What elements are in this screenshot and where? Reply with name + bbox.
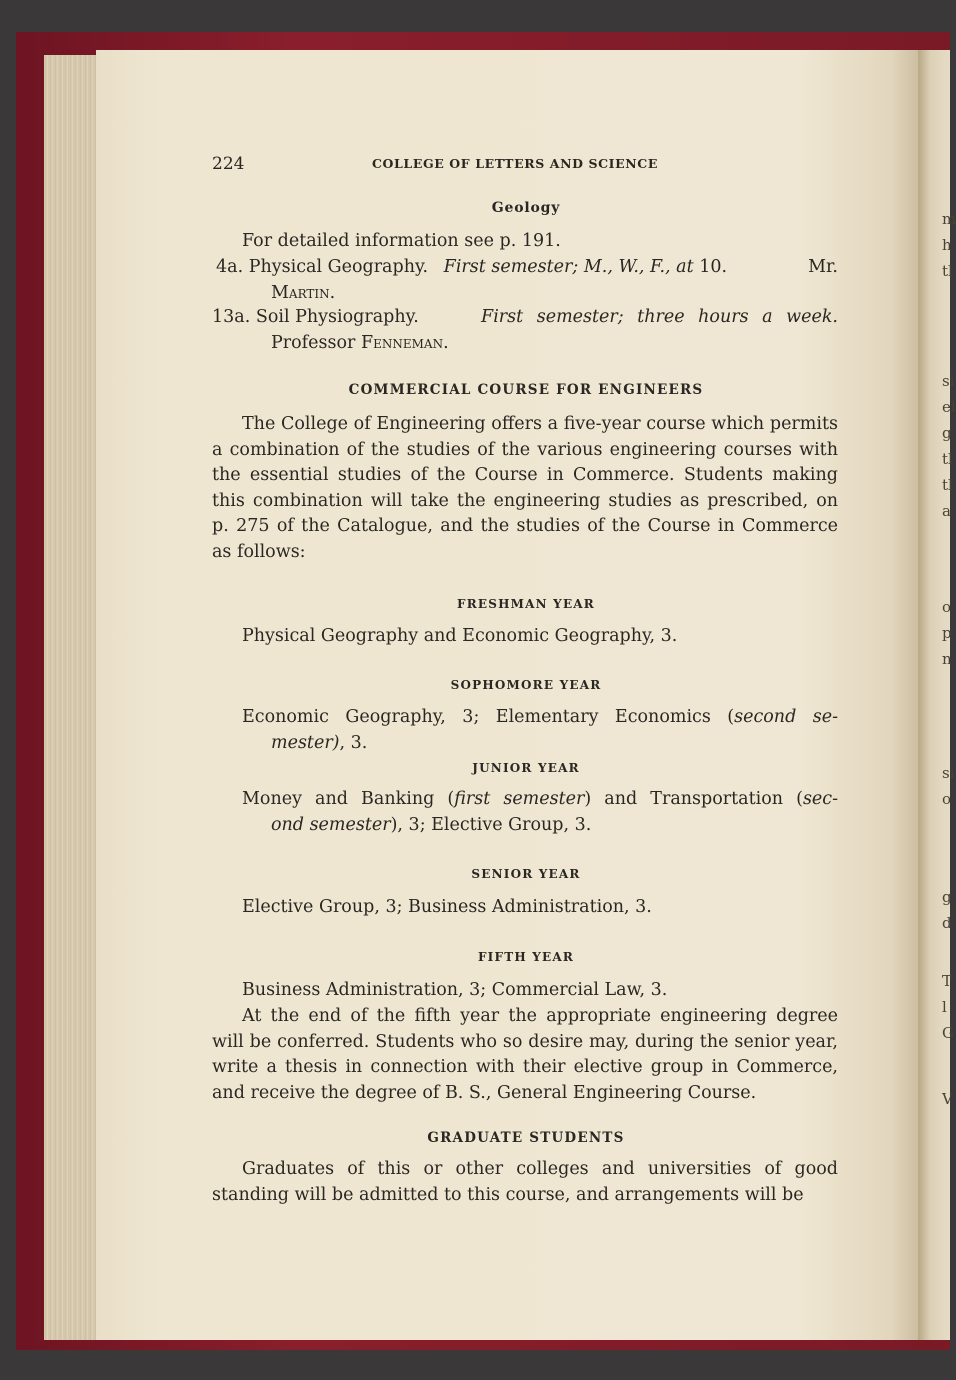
junior-text-c: ) and Transportation (	[584, 789, 803, 809]
facing-page-fragment: el	[942, 398, 956, 416]
sophomore-text-c: mester)	[271, 733, 340, 753]
running-header	[212, 154, 840, 176]
fifth-year-paragraph-text: At the end of the fifth year the appropriate engineering degree will be conferred. Students who so desire may, during the senior year, write a thesis in connection with their elective group in Commerce, and receive the degree of B. S., General Engineering Course.	[212, 1006, 838, 1103]
junior-year-heading: JUNIOR YEAR	[472, 761, 580, 775]
course-4a-title: Physical Geography.	[248, 257, 429, 277]
graduate-students-paragraph	[212, 1157, 838, 1208]
facing-page-fragment: o	[942, 598, 952, 616]
running-title: COLLEGE OF LETTERS AND SCIENCE	[372, 156, 658, 171]
facing-page-fragment: l	[942, 998, 947, 1016]
graduate-students-heading: GRADUATE STUDENTS	[427, 1130, 625, 1146]
course-4a-instructor: Martin.	[271, 283, 336, 303]
freshman-year-text: Physical Geography and Economic Geography, 3.	[242, 626, 678, 646]
junior-year-line-2	[271, 813, 591, 839]
commercial-course-paragraph	[212, 412, 838, 566]
course-13a	[212, 305, 838, 331]
senior-year-heading: SENIOR YEAR	[471, 867, 581, 881]
facing-page-fragment: tl	[942, 262, 953, 280]
facing-page-fragment: a	[942, 502, 951, 520]
junior-text-b: first semester	[454, 789, 585, 809]
course-4a	[216, 255, 838, 281]
facing-page-fragment: V	[942, 1090, 953, 1108]
commercial-course-heading: COMMERCIAL COURSE FOR ENGINEERS	[348, 382, 704, 398]
course-13a-schedule: First semester; three hours a week.	[481, 307, 838, 327]
course-13a-title: Soil Physiography.	[255, 307, 419, 327]
facing-page-fragment: p	[942, 624, 952, 642]
facing-page-fragment: G	[942, 1024, 954, 1042]
sophomore-text-b: second se-	[734, 707, 838, 727]
facing-page-fragment: h	[942, 236, 952, 254]
junior-text-a: Money and Banking (	[242, 789, 455, 809]
senior-year-text: Elective Group, 3; Business Administration, 3.	[242, 897, 652, 917]
facing-page-fragment: g	[942, 888, 952, 906]
sophomore-text-a: Economic Geography, 3; Elementary Economics (	[242, 707, 735, 727]
facing-page-fragment: d	[942, 914, 952, 932]
course-13a-number: 13a.	[212, 307, 251, 327]
course-4a-hour: 10.	[699, 257, 728, 277]
facing-page-fragment: tl	[942, 450, 953, 468]
commercial-course-text: The College of Engineering offers a five-year course which permits a combination of the studies of the various engineering courses with the essential studies of the Course in Commerce. Students making this combination will take the engineering studies as prescribed, on p. 275 of the Catalogue, and the studies of the Course in Commerce as follows:	[212, 414, 838, 562]
facing-page-edge	[918, 50, 956, 1340]
page-number: 224	[212, 154, 245, 174]
freshman-year-heading: FRESHMAN YEAR	[457, 597, 595, 611]
sophomore-year-line-2	[271, 731, 367, 757]
course-4a-number: 4a.	[216, 257, 244, 277]
sophomore-text-d: , 3.	[339, 733, 368, 753]
facing-page-fragment: si	[942, 372, 955, 390]
junior-text-e: ond semester	[271, 815, 391, 835]
junior-text-f: ), 3; Elective Group, 3.	[390, 815, 592, 835]
junior-year-line-1	[242, 787, 838, 813]
facing-page-fragment: o	[942, 790, 952, 808]
facing-page-fragment: si	[942, 764, 955, 782]
course-13a-instructor: Fenneman.	[360, 333, 449, 353]
course-13a-professor: Professor	[271, 333, 356, 353]
sophomore-year-heading: SOPHOMORE YEAR	[450, 678, 602, 692]
facing-page-fragment: tl	[942, 476, 953, 494]
geology-intro: For detailed information see p. 191.	[242, 231, 561, 251]
facing-page-fragment: n	[942, 650, 952, 668]
page-edges	[44, 55, 104, 1340]
sophomore-year-line-1	[242, 705, 838, 731]
junior-text-d: sec-	[802, 789, 838, 809]
facing-page-fragment: m	[942, 210, 956, 228]
fifth-year-paragraph	[212, 1004, 838, 1106]
course-4a-schedule: First semester; M., W., F., at	[443, 257, 694, 277]
course-4a-mr: Mr.	[808, 257, 838, 277]
geology-heading: Geology	[491, 200, 561, 216]
graduate-students-text: Graduates of this or other colleges and universities of good standing will be admitted to this course, and arrangements will be	[212, 1159, 838, 1205]
fifth-year-text: Business Administration, 3; Commercial Law, 3.	[242, 980, 668, 1000]
course-13a-instructor-line	[271, 331, 449, 357]
fifth-year-heading: FIFTH YEAR	[477, 950, 575, 964]
facing-page-fragment: g	[942, 424, 952, 442]
facing-page-fragment: T	[942, 972, 953, 990]
